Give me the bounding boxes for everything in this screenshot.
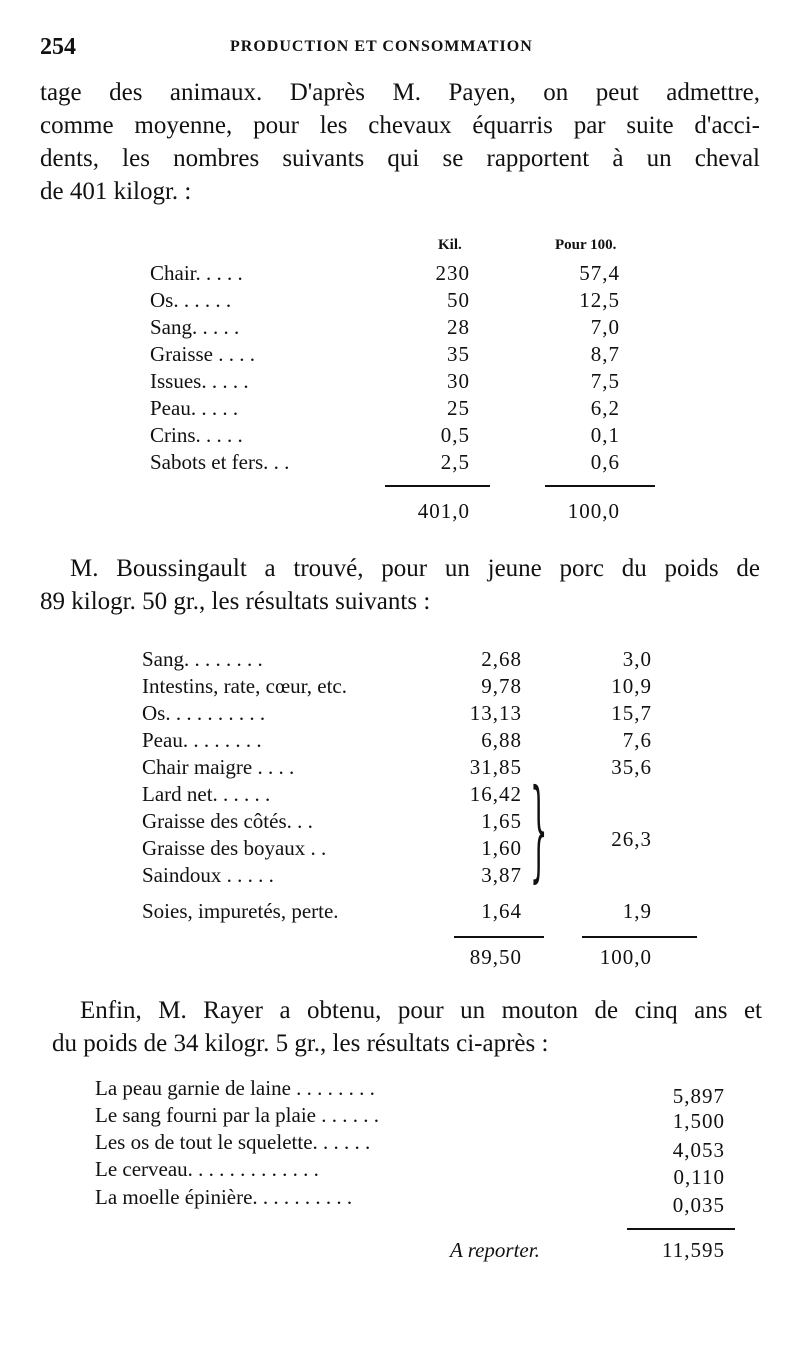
- row-label: Os. . . . . .: [150, 288, 232, 312]
- total-kil: 401,0: [417, 499, 470, 523]
- row-label: Sang. . . . .: [150, 315, 240, 339]
- page-header: [40, 34, 760, 64]
- kil-value: 1,65: [481, 809, 522, 833]
- row-label: Saindoux . . . . .: [142, 863, 274, 887]
- row-label: Crins. . . . .: [150, 423, 243, 447]
- total-percent: 100,0: [599, 945, 652, 969]
- total-rule: [454, 936, 544, 938]
- percent-value: 6,2: [590, 396, 620, 420]
- row-label: Peau. . . . .: [150, 396, 239, 420]
- percent-value: 1,9: [622, 899, 652, 923]
- weight-value: 0,110: [673, 1165, 725, 1189]
- row-label: Sabots et fers. . .: [150, 450, 290, 474]
- percent-value: 7,0: [590, 315, 620, 339]
- kil-value: 25: [447, 396, 470, 420]
- percent-value: 0,1: [590, 423, 620, 447]
- weight-value: 0,035: [672, 1193, 725, 1217]
- row-label: La peau garnie de laine . . . . . . . .: [95, 1076, 375, 1100]
- kil-value: 0,5: [440, 423, 470, 447]
- total-rule: [627, 1228, 735, 1230]
- row-label: Intestins, rate, cœur, etc.: [142, 674, 347, 698]
- kil-value: 35: [447, 342, 470, 366]
- weight-value: 4,053: [672, 1138, 725, 1162]
- horse-table: [150, 232, 670, 532]
- row-label: Lard net. . . . . .: [142, 782, 271, 806]
- percent-value: 7,5: [590, 369, 620, 393]
- paragraph-line: 89 kilogr. 50 gr., les résultats suivants :: [40, 588, 431, 615]
- percent-value: 3,0: [622, 647, 652, 671]
- kil-value: 2,68: [481, 647, 522, 671]
- sheep-table: [95, 1075, 735, 1265]
- kil-value: 1,64: [481, 899, 522, 923]
- bracket-percent-value: 26,3: [611, 827, 652, 851]
- column-header-kil: Kil.: [438, 237, 462, 253]
- row-label: Les os de tout le squelette. . . . . .: [95, 1130, 371, 1154]
- total-percent: 100,0: [567, 499, 620, 523]
- running-title: PRODUCTION ET CONSOMMATION: [230, 38, 533, 55]
- kil-value: 230: [435, 261, 470, 285]
- row-label: Sang. . . . . . . .: [142, 647, 263, 671]
- paragraph-line: Enfin, M. Rayer a obtenu, pour un mouton de cinq ans et: [80, 997, 762, 1024]
- kil-value: 28: [447, 315, 470, 339]
- total-rule: [545, 485, 655, 487]
- kil-value: 9,78: [481, 674, 522, 698]
- row-label: Le sang fourni par la plaie . . . . . .: [95, 1103, 379, 1127]
- kil-value: 2,5: [440, 450, 470, 474]
- percent-value: 10,9: [611, 674, 652, 698]
- kil-value: 3,87: [481, 863, 522, 887]
- total-kil: 89,50: [469, 945, 522, 969]
- paragraph-line: comme moyenne, pour les chevaux équarris par suite d'acci-: [40, 112, 760, 139]
- row-label: Soies, impuretés, perte.: [142, 899, 339, 923]
- paragraph-line: dents, les nombres suivants qui se rapportent à un cheval: [40, 145, 760, 172]
- row-label: Chair. . . . .: [150, 261, 243, 285]
- column-header-pour-100: Pour 100.: [555, 237, 617, 253]
- weight-value: 5,897: [672, 1084, 725, 1108]
- percent-value: 0,6: [590, 450, 620, 474]
- row-label: La moelle épinière. . . . . . . . . .: [95, 1185, 353, 1209]
- kil-value: 30: [447, 369, 470, 393]
- paragraph-line: du poids de 34 kilogr. 5 gr., les résultats ci-après :: [52, 1030, 549, 1057]
- row-label: Os. . . . . . . . . .: [142, 701, 266, 725]
- page-number: 254: [40, 34, 76, 60]
- row-label: Graisse . . . .: [150, 342, 255, 366]
- percent-value: 57,4: [579, 261, 620, 285]
- kil-value: 1,60: [481, 836, 522, 860]
- kil-value: 6,88: [481, 728, 522, 752]
- paragraph-boussingault: [40, 552, 760, 618]
- carry-forward-label: A reporter.: [450, 1238, 540, 1262]
- weight-value: 1,500: [672, 1109, 725, 1133]
- percent-value: 8,7: [590, 342, 620, 366]
- paragraph-line: de 401 kilogr. :: [40, 178, 192, 205]
- grouping-brace: }: [530, 765, 548, 893]
- row-label: Issues. . . . .: [150, 369, 249, 393]
- paragraph-payen: [40, 76, 760, 208]
- kil-value: 50: [447, 288, 470, 312]
- row-label: Graisse des côtés. . .: [142, 809, 313, 833]
- pig-table: [142, 646, 702, 976]
- total-rule: [385, 485, 490, 487]
- row-label: Graisse des boyaux . .: [142, 836, 327, 860]
- carry-forward-value: 11,595: [662, 1238, 725, 1262]
- paragraph-line: M. Boussingault a trouvé, pour un jeune porc du poids de: [70, 555, 760, 582]
- total-rule: [582, 936, 697, 938]
- kil-value: 13,13: [469, 701, 522, 725]
- percent-value: 7,6: [622, 728, 652, 752]
- kil-value: 16,42: [469, 782, 522, 806]
- row-label: Peau. . . . . . . .: [142, 728, 262, 752]
- row-label: Le cerveau. . . . . . . . . . . . .: [95, 1157, 319, 1181]
- row-label: Chair maigre . . . .: [142, 755, 295, 779]
- paragraph-rayer: [52, 994, 762, 1060]
- percent-value: 12,5: [579, 288, 620, 312]
- percent-value: 35,6: [611, 755, 652, 779]
- paragraph-line: tage des animaux. D'après M. Payen, on peut admettre,: [40, 79, 760, 106]
- percent-value: 15,7: [611, 701, 652, 725]
- kil-value: 31,85: [469, 755, 522, 779]
